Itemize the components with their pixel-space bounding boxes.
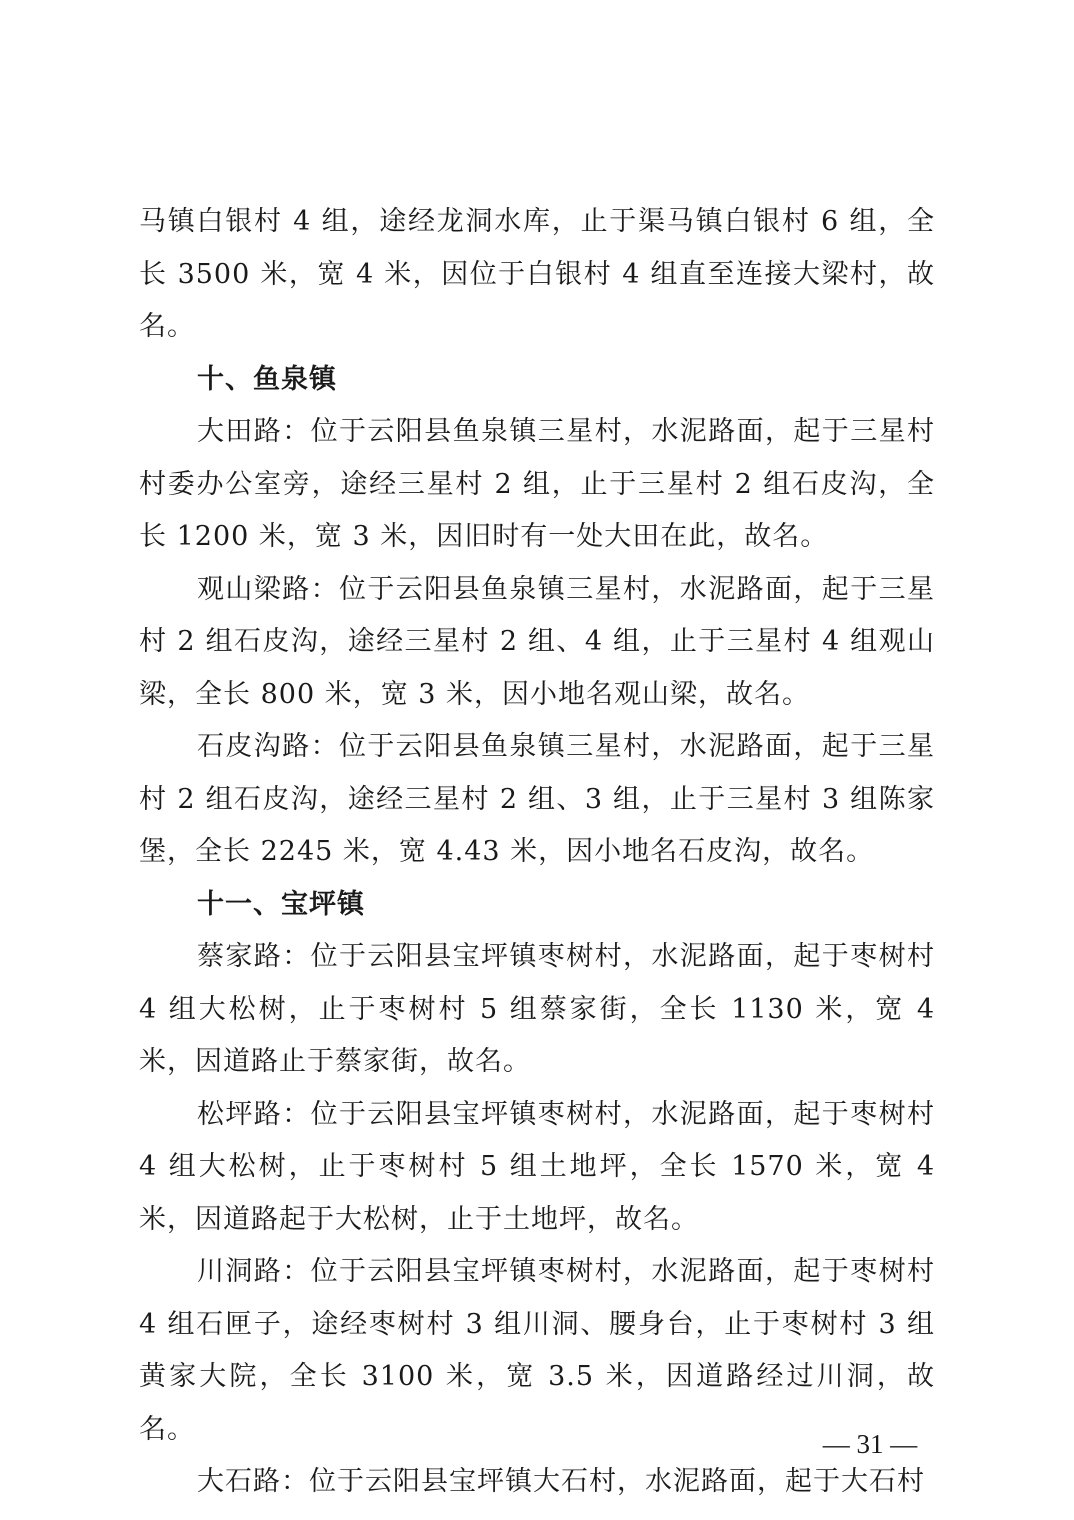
paragraph-guanshanliang-road: 观山梁路：位于云阳县鱼泉镇三星村，水泥路面，起于三星村 2 组石皮沟，途经三星村 2 组、4 组，止于三星村 4 组观山梁，全长 800 米，宽 3 米，因小地名观山梁，故名。 (139, 573, 935, 710)
paragraph-songping-road: 松坪路：位于云阳县宝坪镇枣树村，水泥路面，起于枣树村 4 组大松树，止于枣树村 5 组土地坪，全长 1570 米，宽 4 米，因道路起于大松树，止于土地坪，故名。 (139, 1098, 935, 1235)
page-number: — 31 — (822, 1429, 918, 1459)
paragraph-continuation: 马镇白银村 4 组，途经龙洞水库，止于渠马镇白银村 6 组，全长 3500 米，宽 4 米，因位于白银村 4 组直至连接大梁村，故名。 (139, 206, 935, 342)
paragraph-caijia-road: 蔡家路：位于云阳县宝坪镇枣树村，水泥路面，起于枣树村 4 组大松树，止于枣树村 5 组蔡家街，全长 1130 米，宽 4 米，因道路止于蔡家街，故名。 (139, 941, 935, 1077)
paragraph-datian-road: 大田路：位于云阳县鱼泉镇三星村，水泥路面，起于三星村村委办公室旁，途经三星村 2 组，止于三星村 2 组石皮沟，全长 1200 米，宽 3 米，因旧时有一处大田在此，故名。 (139, 416, 935, 552)
section-heading-baoping: 十一、宝坪镇 (197, 888, 365, 920)
section-heading-yuquan: 十、鱼泉镇 (197, 363, 337, 395)
document-body (139, 196, 935, 1509)
paragraph-shipigou-road: 石皮沟路：位于云阳县鱼泉镇三星村，水泥路面，起于三星村 2 组石皮沟，途经三星村 2 组、3 组，止于三星村 3 组陈家堡，全长 2245 米，宽 4.43 米，因小地名石皮沟，故名。 (139, 731, 935, 867)
paragraph-chuandong-road: 川洞路：位于云阳县宝坪镇枣树村，水泥路面，起于枣树村 4 组石匣子，途经枣树村 3 组川洞、腰身台，止于枣树村 3 组黄家大院，全长 3100 米，宽 3.5 米，因道路经过川洞，故名。 (139, 1256, 935, 1445)
paragraph-dashi-road: 大石路：位于云阳县宝坪镇大石村，水泥路面，起于大石村 (197, 1466, 925, 1497)
